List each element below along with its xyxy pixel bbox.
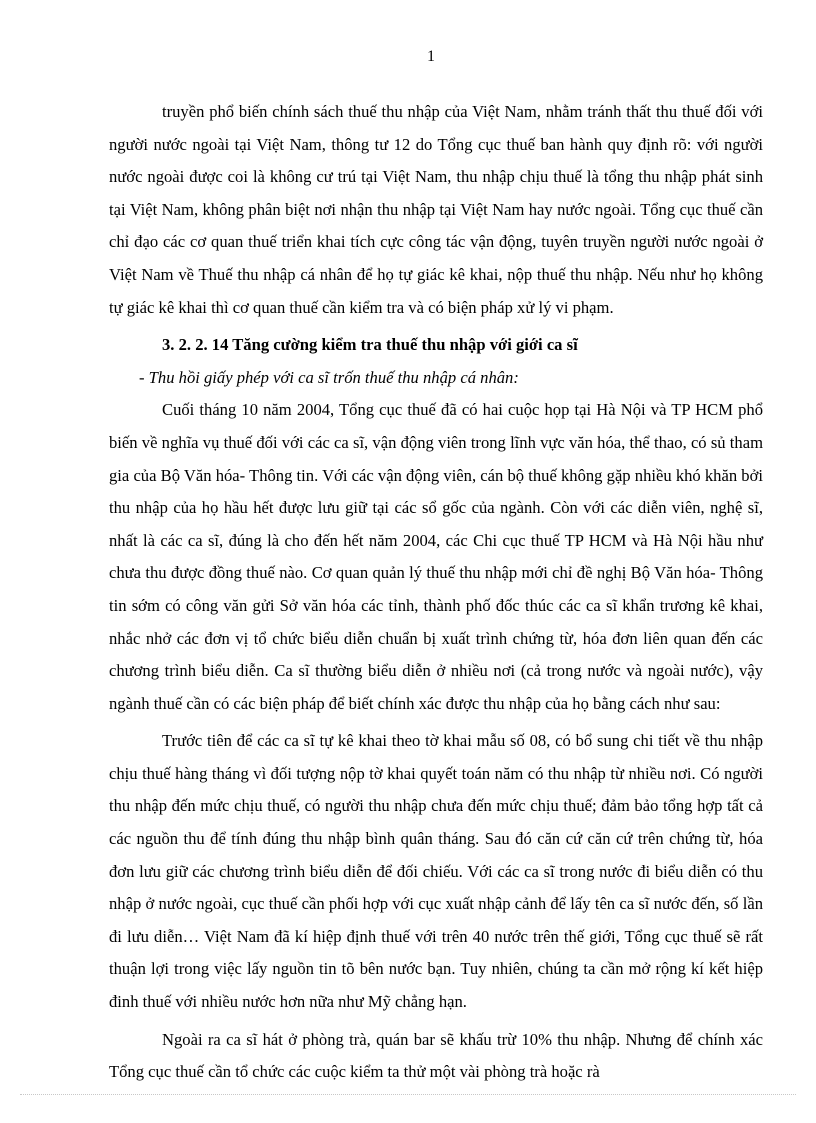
section-heading: 3. 2. 2. 14 Tăng cường kiểm tra thuế thu nhập với giới ca sĩ	[162, 335, 578, 355]
footer-divider	[20, 1094, 796, 1095]
paragraph-withholding: Ngoài ra ca sĩ hát ở phòng trà, quán bar sẽ khấu trừ 10% thu nhập. Nhưng để chính xác Tổng cục thuế cần tổ chức các cuộc kiểm ta thử một vài phòng trà hoặc rà	[109, 1029, 763, 1082]
paragraph-tax-foreigners: truyền phổ biến chính sách thuế thu nhập của Việt Nam, nhằm tránh thất thu thuế đối với người nước ngoài tại Việt Nam, thông tư 12 do Tổng cục thuế ban hành quy định rõ: với người nước ngoài được coi là không cư trú tại Việt Nam, thu nhập chịu thuế là tổng thu nhập phát sinh tại Việt Nam, không phân biệt nơi nhận thu nhập tại Việt Nam hay nước ngoài. Tổng cục thuế cần chỉ đạo các cơ quan thuế triển khai tích cực công tác vận động, tuyên truyền người nước ngoài ở Việt Nam về Thuế thu nhập cá nhân để họ tự giác kê khai, nộp thuế thu nhập. Nếu như họ không tự giác kê khai thì cơ quan thuế cần kiểm tra và có biện pháp xử lý vi phạm.	[109, 102, 763, 317]
paragraph-self-declaration: Trước tiên để các ca sĩ tự kê khai theo tờ khai mẫu số 08, có bổ sung chi tiết về thu nhập chịu thuế hàng tháng vì đối tượng nộp tờ khai quyết toán năm có thu nhập từ nhiều nơi. Có người thu nhập đến mức chịu thuế, có người thu nhập chưa đến mức chịu thuế; đảm bảo tổng hợp tất cả các nguồn thu để tính đúng thu nhập bình quân tháng. Sau đó căn cứ căn cứ trên chứng từ, hóa đơn lưu giữ các chương trình biểu diễn để đối chiếu. Với các ca sĩ trong nước đi biểu diễn có thu nhập ở nước ngoài, cục thuế cần phối hợp với cục xuất nhập cảnh để lấy tên ca sĩ nước đến, số lần đi lưu diễn… Việt Nam đã kí hiệp định thuế với trên 40 nước trên thế giới, Tổng cục thuế sẽ rất thuận lợi trong việc lấy nguồn tin tõ bên nước bạn. Tuy nhiên, chúng ta cần mở rộng kí kết hiệp đinh thuế với nhiều nước hơn nữa như Mỹ chẳng hạn.	[109, 731, 763, 1012]
paragraph-singers-tax-meetings: Cuối tháng 10 năm 2004, Tổng cục thuế đã có hai cuộc họp tại Hà Nội và TP HCM phổ biến về nghĩa vụ thuế đối với các ca sĩ, vận động viên trong lĩnh vực văn hóa, thể thao, có sủ tham gia của Bộ Văn hóa- Thông tin. Với các vận động viên, cán bộ thuế không gặp nhiều khó khăn bởi thu nhập của họ hầu hết được lưu giữ tại các sổ gốc của ngành. Còn với các diễn viên, nghệ sĩ, nhất là các ca sĩ, đúng là cho đến hết năm 2004, các Chi cục thuế TP HCM và Hà Nội hầu như chưa thu được đồng thuế nào. Cơ quan quản lý thuế thu nhập mới chỉ đề nghị Bộ Văn hóa- Thông tin sớm có công văn gửi Sở văn hóa các tỉnh, thành phố đốc thúc các ca sĩ khẩn trương kê khai, nhắc nhở các đơn vị tổ chức biểu diễn chuẩn bị xuất trình chứng từ, hóa đơn liên quan đến các chương trình biểu diễn. Ca sĩ thường biểu diễn ở nhiều nơi (cả trong nước và ngoài nước), vậy ngành thuế cần có các biện pháp để biết chính xác được thu nhập của họ bằng cách như sau:	[109, 400, 763, 713]
page-number: 1	[427, 48, 435, 65]
document-body	[109, 96, 763, 1089]
sub-heading: - Thu hồi giấy phép với ca sĩ trốn thuế thu nhập cá nhân:	[139, 367, 519, 387]
